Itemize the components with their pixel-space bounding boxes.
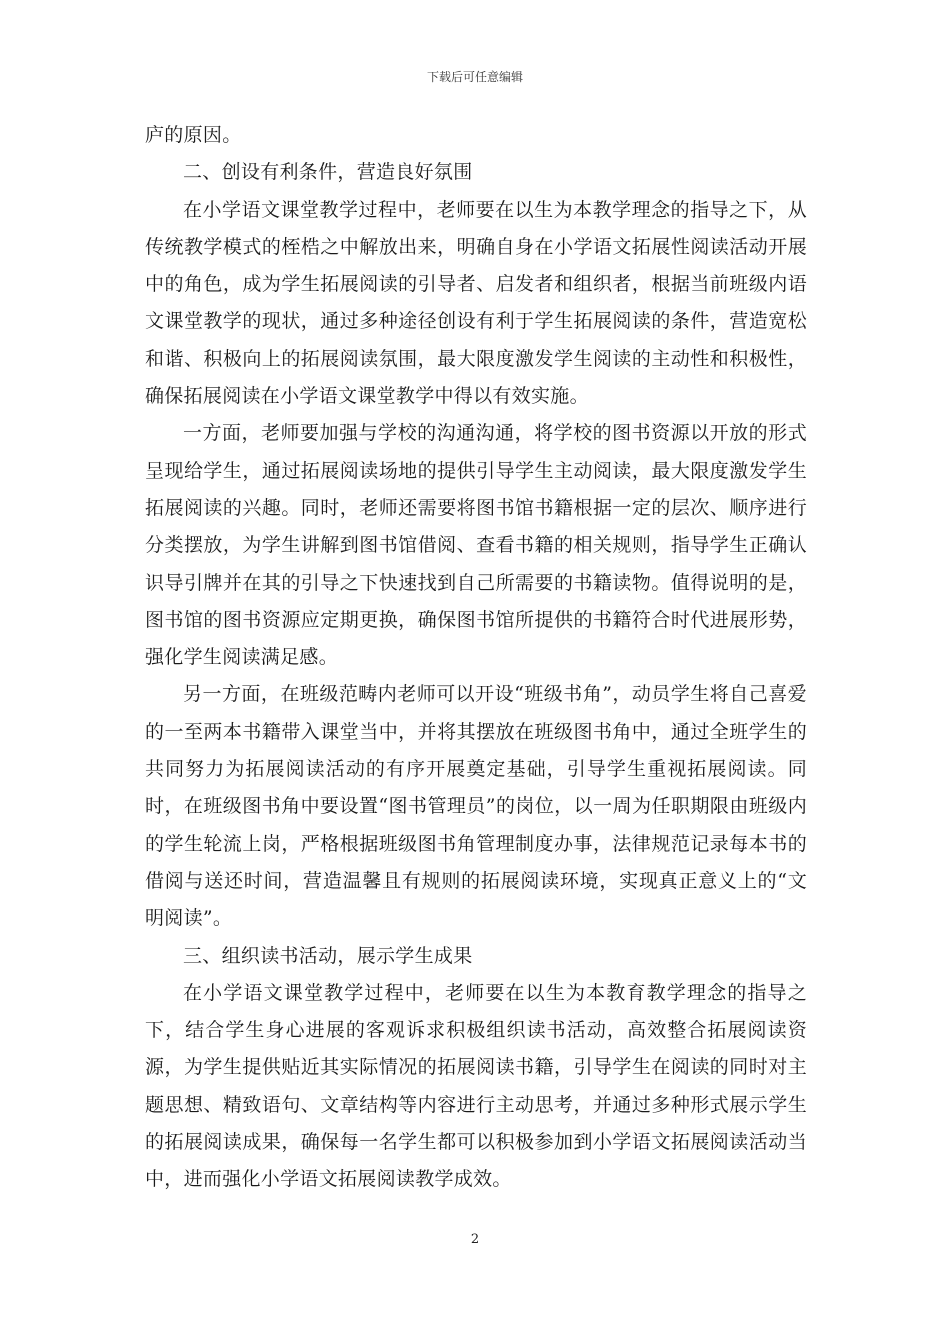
paragraph: 另一方面，在班级范畴内老师可以开设“班级书角”，动员学生将自己喜爱的一至两本书籍带入课堂当中，并将其摆放在班级图书角中，通过全班学生的共同努力为拓展阅读活动的有序开展奠定基础，引导学生重视拓展阅读。同时，在班级图书角中要设置“图书管理员”的岗位，以一周为任职期限由班级内的学生轮流上岗，严格根据班级图书角管理制度办事，法律规范记录每本书的借阅与送还时间，营造温馨且有规则的拓展阅读环境，实现真正意义上的“文明阅读”。	[145, 683, 807, 930]
document-body	[145, 117, 807, 1199]
page-number: 2	[470, 1232, 480, 1247]
section-heading-3: 三、组织读书活动，展示学生成果	[183, 944, 473, 967]
paragraph: 在小学语文课堂教学过程中，老师要在以生为本教学理念的指导之下，从传统教学模式的桎梏之中解放出来，明确自身在小学语文拓展性阅读活动开展中的角色，成为学生拓展阅读的引导者、启发者和组织者，根据当前班级内语文课堂教学的现状，通过多种途径创设有利于学生拓展阅读的条件，营造宽松和谐、积极向上的拓展阅读氛围，最大限度激发学生阅读的主动性和积极性，确保拓展阅读在小学语文课堂教学中得以有效实施。	[145, 198, 807, 408]
section-heading-2: 二、创设有利条件，营造良好氛围	[183, 161, 473, 184]
page-header: 下载后可任意编辑	[426, 70, 523, 84]
paragraph: 在小学语文课堂教学过程中，老师要在以生为本教育教学理念的指导之下，结合学生身心进展的客观诉求积极组织读书活动，高效整合拓展阅读资源，为学生提供贴近其实际情况的拓展阅读书籍，引导学生在阅读的同时对主题思想、精致语句、文章结构等内容进行主动思考，并通过多种形式展示学生的拓展阅读成果，确保每一名学生都可以积极参加到小学语文拓展阅读活动当中，进而强化小学语文拓展阅读教学成效。	[145, 981, 807, 1191]
paragraph: 一方面，老师要加强与学校的沟通沟通，将学校的图书资源以开放的形式呈现给学生，通过拓展阅读场地的提供引导学生主动阅读，最大限度激发学生拓展阅读的兴趣。同时，老师还需要将图书馆书籍根据一定的层次、顺序进行分类摆放，为学生讲解到图书馆借阅、查看书籍的相关规则，指导学生正确认识导引牌并在其的引导之下快速找到自己所需要的书籍读物。值得说明的是，图书馆的图书资源应定期更换，确保图书馆所提供的书籍符合时代进展形势，强化学生阅读满足感。	[145, 422, 807, 669]
paragraph-continuation: 庐的原因。	[145, 124, 242, 146]
